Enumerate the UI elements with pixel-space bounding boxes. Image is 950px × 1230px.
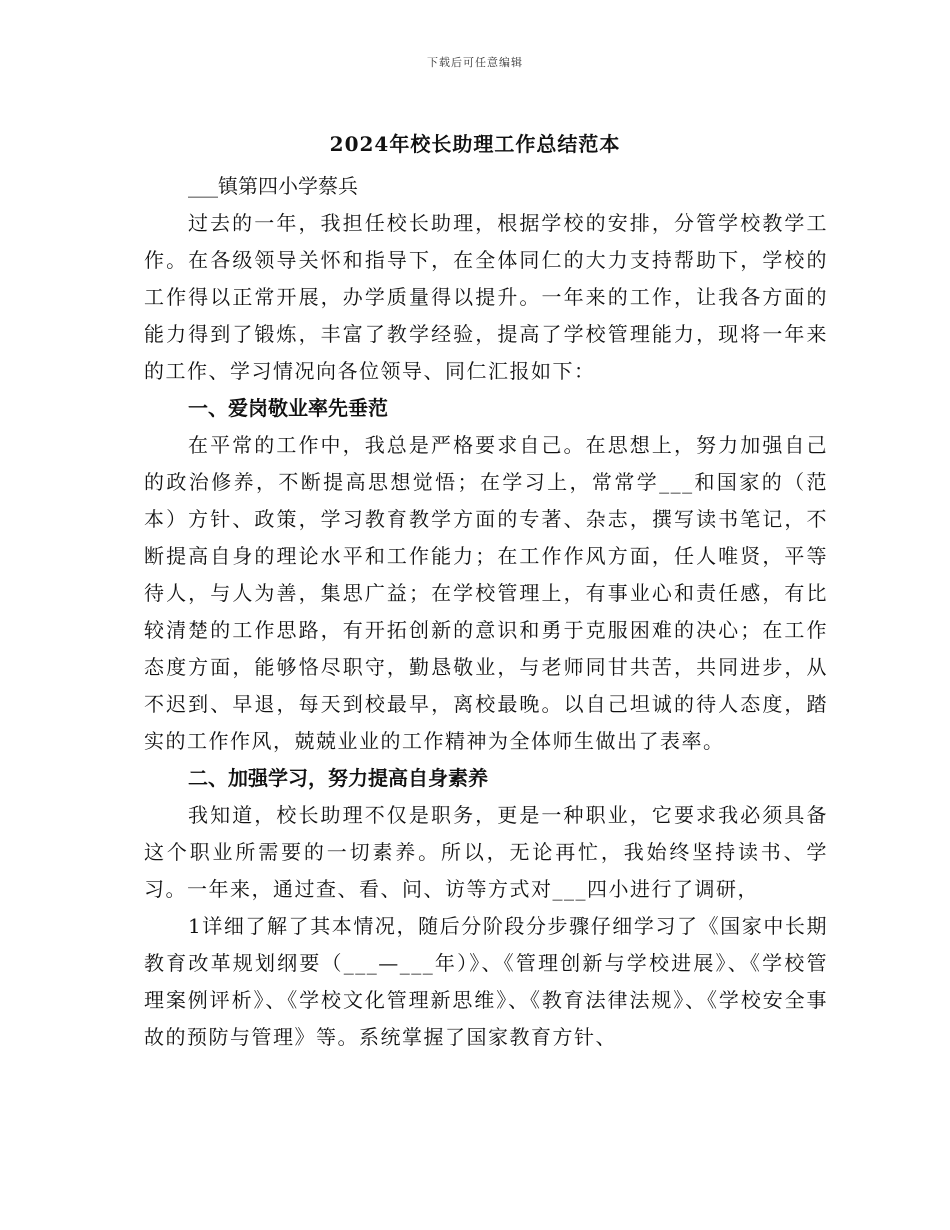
paragraph-section-1: 在平常的工作中，我总是严格要求自己。在思想上，努力加强自己的政治修养，不断提高思想觉悟；在学习上，常常学___和国家的（范本）方针、政策，学习教育教学方面的专著、杂志，撰写读书笔记，不断提高自身的理论水平和工作能力；在工作作风方面，任人唯贤，平等待人，与人为善，集思广益；在学校管理上，有事业心和责任感，有比较清楚的工作思路，有开拓创新的意识和勇于克服困难的决心；在工作态度方面，能够恪尽职守，勤恳敬业，与老师同甘共苦，共同进步，从不迟到、早退，每天到校最早，离校最晚。以自己坦诚的待人态度，踏实的工作作风，兢兢业业的工作精神为全体师生做出了表率。	[144, 433, 828, 753]
author-line: ___镇第四小学蔡兵	[188, 174, 358, 198]
page-header-note: 下载后可任意编辑	[427, 56, 523, 69]
document-body	[144, 168, 828, 1056]
document-title: 2024年校长助理工作总结范本	[329, 132, 621, 156]
section-heading-1: 一、爱岗敬业率先垂范	[188, 396, 388, 420]
section-heading-2: 二、加强学习，努力提高自身素养	[188, 766, 488, 790]
paragraph-section-2: 我知道，校长助理不仅是职务，更是一种职业，它要求我必须具备这个职业所需要的一切素养。所以，无论再忙，我始终坚持读书、学习。一年来，通过查、看、问、访等方式对___四小进行了调研，	[144, 803, 828, 901]
paragraph-section-2-continued: 1详细了解了其本情况，随后分阶段分步骤仔细学习了《国家中长期教育改革规划纲要（___—___年）》、《管理创新与学校进展》、《学校管理案例评析》、《学校文化管理新思维》、《教育法律法规》、《学校安全事故的预防与管理》等。系统掌握了国家教育方针、	[144, 914, 828, 1049]
paragraph-intro: 过去的一年，我担任校长助理，根据学校的安排，分管学校教学工作。在各级领导关怀和指导下，在全体同仁的大力支持帮助下，学校的工作得以正常开展，办学质量得以提升。一年来的工作，让我各方面的能力得到了锻炼，丰富了教学经验，提高了学校管理能力，现将一年来的工作、学习情况向各位领导、同仁汇报如下：	[144, 211, 828, 383]
